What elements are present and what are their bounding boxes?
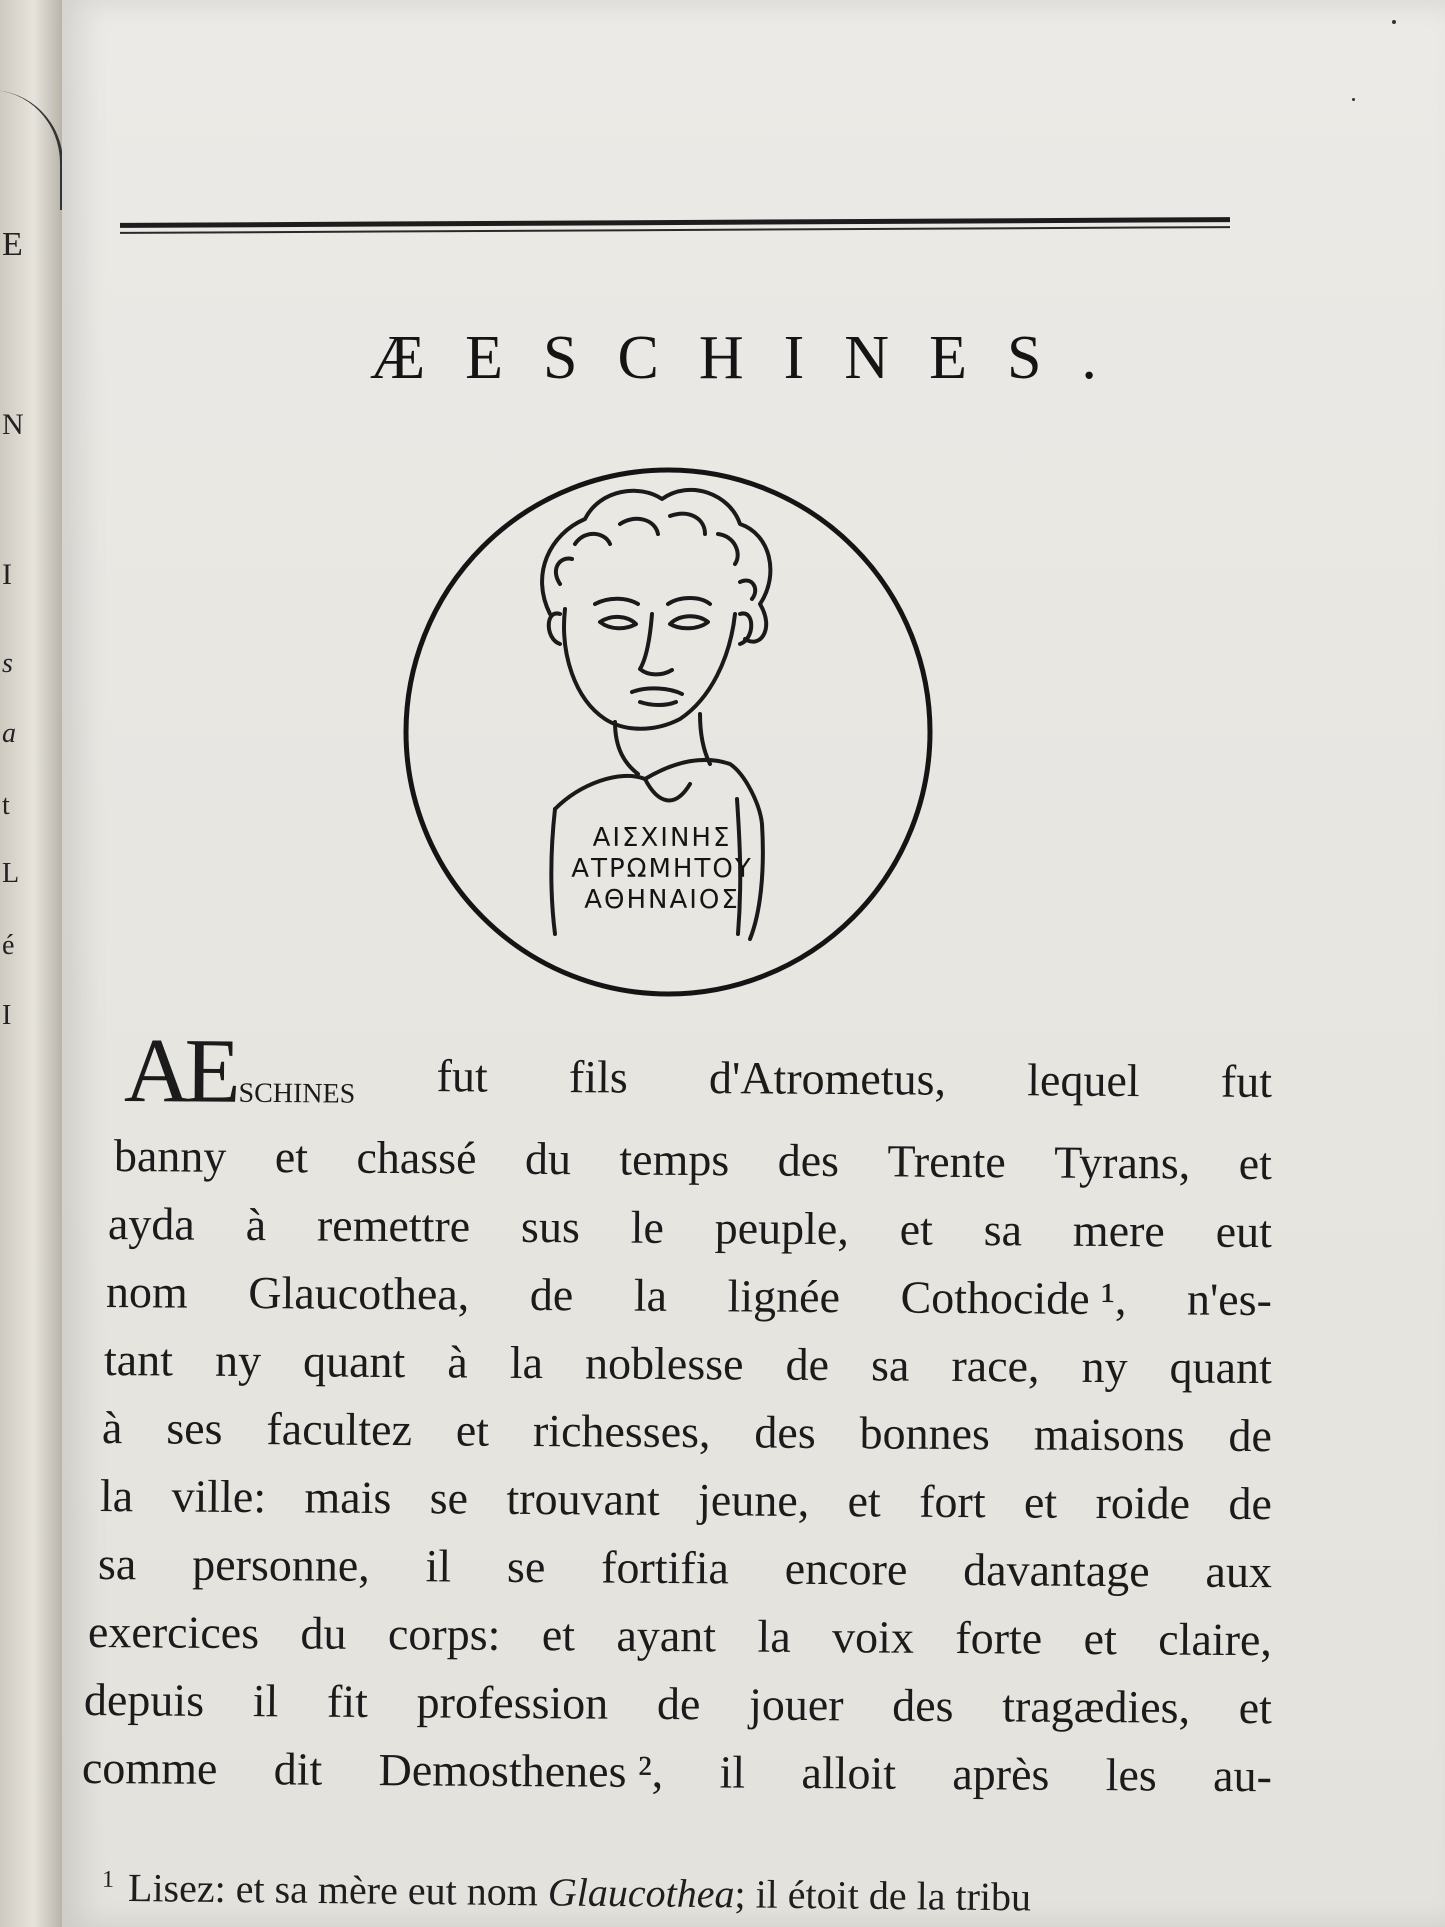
word: ny bbox=[214, 1334, 262, 1387]
footnote-text: Lisez: et sa mère eut nom bbox=[127, 1864, 539, 1915]
gutter-letter: é bbox=[2, 930, 15, 961]
medallion-inscription bbox=[571, 823, 752, 915]
word: et bbox=[541, 1609, 576, 1661]
text-line bbox=[100, 1462, 1272, 1538]
gutter-letter: L bbox=[2, 858, 20, 889]
word: personne, bbox=[192, 1538, 370, 1591]
word: Cothocide ¹, bbox=[900, 1271, 1127, 1325]
word: fortifia bbox=[601, 1541, 730, 1594]
word: maisons bbox=[1033, 1408, 1185, 1461]
body-paragraph bbox=[72, 1019, 1273, 1802]
gutter-letter: I bbox=[2, 1000, 12, 1031]
book-page bbox=[62, 0, 1445, 1927]
footnote bbox=[102, 1864, 1302, 1924]
word: après bbox=[952, 1748, 1050, 1800]
word: bonnes bbox=[859, 1407, 991, 1460]
text-line bbox=[123, 1019, 1273, 1130]
medallion-border bbox=[406, 470, 930, 994]
word: jeune, bbox=[697, 1474, 810, 1526]
word: du bbox=[300, 1607, 347, 1659]
word: et bbox=[847, 1475, 882, 1527]
ink-speck bbox=[1392, 20, 1396, 24]
word: alloit bbox=[801, 1747, 897, 1799]
word: fut bbox=[436, 1050, 488, 1102]
word: ayda bbox=[107, 1198, 196, 1250]
word: trouvant bbox=[506, 1472, 660, 1525]
word: richesses, bbox=[532, 1405, 711, 1458]
word: de bbox=[656, 1678, 701, 1730]
text-line bbox=[98, 1530, 1272, 1606]
gutter-letter: t bbox=[2, 790, 10, 821]
inscription-line: ΑΤΡΩΜΗΤΟΥ bbox=[571, 854, 753, 884]
word: nom bbox=[105, 1266, 188, 1318]
word: Demosthenes ², bbox=[378, 1744, 664, 1798]
text-line bbox=[108, 1190, 1272, 1266]
gutter-letter: I bbox=[2, 558, 12, 591]
word: Tyrans, bbox=[1054, 1136, 1191, 1189]
word: fut bbox=[1220, 1055, 1273, 1108]
word: au- bbox=[1212, 1749, 1273, 1802]
word: il bbox=[252, 1675, 279, 1727]
text-line bbox=[84, 1666, 1272, 1742]
word: de bbox=[529, 1268, 574, 1321]
portrait-medallion bbox=[400, 464, 940, 1004]
word: peuple, bbox=[714, 1202, 850, 1255]
word: voix bbox=[831, 1611, 915, 1663]
word: lequel bbox=[1027, 1054, 1140, 1107]
word: se bbox=[429, 1472, 469, 1524]
word: la bbox=[757, 1610, 791, 1662]
word: lignée bbox=[727, 1270, 841, 1323]
word: la bbox=[509, 1336, 544, 1389]
word: mere bbox=[1072, 1204, 1166, 1257]
word: sus bbox=[520, 1200, 581, 1253]
text-line bbox=[104, 1326, 1272, 1402]
word: quant bbox=[1169, 1341, 1273, 1394]
word: il bbox=[425, 1540, 452, 1592]
word: depuis bbox=[83, 1674, 205, 1726]
text-line bbox=[82, 1734, 1272, 1810]
word: à bbox=[447, 1336, 468, 1388]
word: Trente bbox=[887, 1135, 1007, 1188]
word: facultez bbox=[266, 1403, 413, 1456]
word: des bbox=[777, 1134, 840, 1187]
footnote-marker: 1 bbox=[101, 1866, 115, 1893]
word: d'Atrometus, bbox=[708, 1052, 947, 1105]
word: Glaucothea, bbox=[248, 1266, 470, 1320]
text-line bbox=[114, 1122, 1272, 1198]
word: et bbox=[455, 1404, 490, 1456]
word: ayant bbox=[616, 1609, 717, 1662]
text-line bbox=[88, 1598, 1272, 1674]
word: fit bbox=[326, 1675, 369, 1727]
text-line bbox=[102, 1394, 1272, 1470]
word: se bbox=[506, 1540, 546, 1593]
inscription-line: ΑΘΗΝΑΙΟΣ bbox=[584, 885, 740, 915]
word: à bbox=[101, 1402, 123, 1454]
word: davantage bbox=[963, 1544, 1150, 1597]
word: de bbox=[785, 1338, 830, 1391]
word: race, bbox=[951, 1339, 1040, 1392]
footnote-text-continued: ; il étoit de la tribu bbox=[734, 1871, 1032, 1920]
word: aux bbox=[1205, 1545, 1273, 1598]
left-page-border-arc bbox=[0, 90, 62, 210]
word: de bbox=[1228, 1409, 1273, 1462]
ink-speck bbox=[1352, 98, 1355, 101]
word: mais bbox=[304, 1471, 392, 1524]
gutter-letter: a bbox=[2, 718, 16, 749]
word: des bbox=[754, 1406, 816, 1458]
word: jouer bbox=[748, 1678, 844, 1731]
word: et bbox=[1023, 1476, 1058, 1528]
word: encore bbox=[784, 1542, 908, 1595]
opening-word bbox=[123, 1019, 356, 1124]
page-title: ÆESCHINES. bbox=[370, 324, 1137, 392]
word: des bbox=[892, 1679, 954, 1732]
word: ny bbox=[1081, 1340, 1128, 1393]
word: et bbox=[899, 1203, 934, 1255]
word: roide bbox=[1095, 1476, 1191, 1529]
inscription-line: ΑΙΣΧΙΝΗΣ bbox=[592, 823, 732, 853]
word: et bbox=[274, 1131, 309, 1183]
word: tragædies, bbox=[1002, 1680, 1191, 1733]
word: il bbox=[719, 1746, 746, 1798]
word: eut bbox=[1215, 1205, 1273, 1258]
word: temps bbox=[619, 1133, 730, 1186]
word: sa bbox=[97, 1538, 137, 1590]
word: les bbox=[1105, 1749, 1157, 1801]
word: exercices bbox=[87, 1606, 260, 1659]
word: la bbox=[99, 1470, 134, 1522]
word: ville: bbox=[171, 1470, 267, 1523]
word: et bbox=[1238, 1682, 1273, 1734]
gutter-letter: N bbox=[2, 408, 24, 441]
word: dit bbox=[273, 1743, 323, 1795]
word: claire, bbox=[1158, 1613, 1273, 1666]
word: ses bbox=[166, 1402, 223, 1454]
word: et bbox=[1083, 1612, 1118, 1665]
word: de bbox=[1228, 1477, 1273, 1530]
footnote-italic-name: Glaucothea bbox=[547, 1869, 735, 1917]
word: banny bbox=[113, 1130, 227, 1182]
word: forte bbox=[955, 1612, 1043, 1664]
word: quant bbox=[302, 1335, 406, 1388]
header-double-rule bbox=[120, 220, 1230, 234]
word: comme bbox=[81, 1742, 218, 1794]
word: du bbox=[524, 1132, 572, 1185]
drop-cap: AE bbox=[123, 1019, 236, 1122]
word: profession bbox=[416, 1676, 609, 1729]
opening-small-caps: schines bbox=[238, 1065, 356, 1112]
word: noblesse bbox=[584, 1337, 744, 1390]
word: fort bbox=[919, 1475, 986, 1528]
left-page-edge bbox=[0, 0, 62, 1927]
word: le bbox=[630, 1201, 665, 1253]
word: sa bbox=[983, 1204, 1023, 1256]
word: remettre bbox=[316, 1199, 471, 1252]
word: fils bbox=[568, 1051, 628, 1103]
word: n'es- bbox=[1186, 1273, 1273, 1326]
word: corps: bbox=[387, 1608, 501, 1660]
word: la bbox=[633, 1269, 668, 1321]
word: sa bbox=[870, 1339, 910, 1391]
word: et bbox=[1238, 1137, 1273, 1190]
word: chassé bbox=[356, 1131, 477, 1184]
gutter-letter: E bbox=[2, 226, 23, 263]
text-line bbox=[106, 1258, 1272, 1334]
gutter-letter: s bbox=[2, 648, 13, 679]
word: à bbox=[245, 1198, 267, 1251]
word: tant bbox=[103, 1334, 174, 1386]
